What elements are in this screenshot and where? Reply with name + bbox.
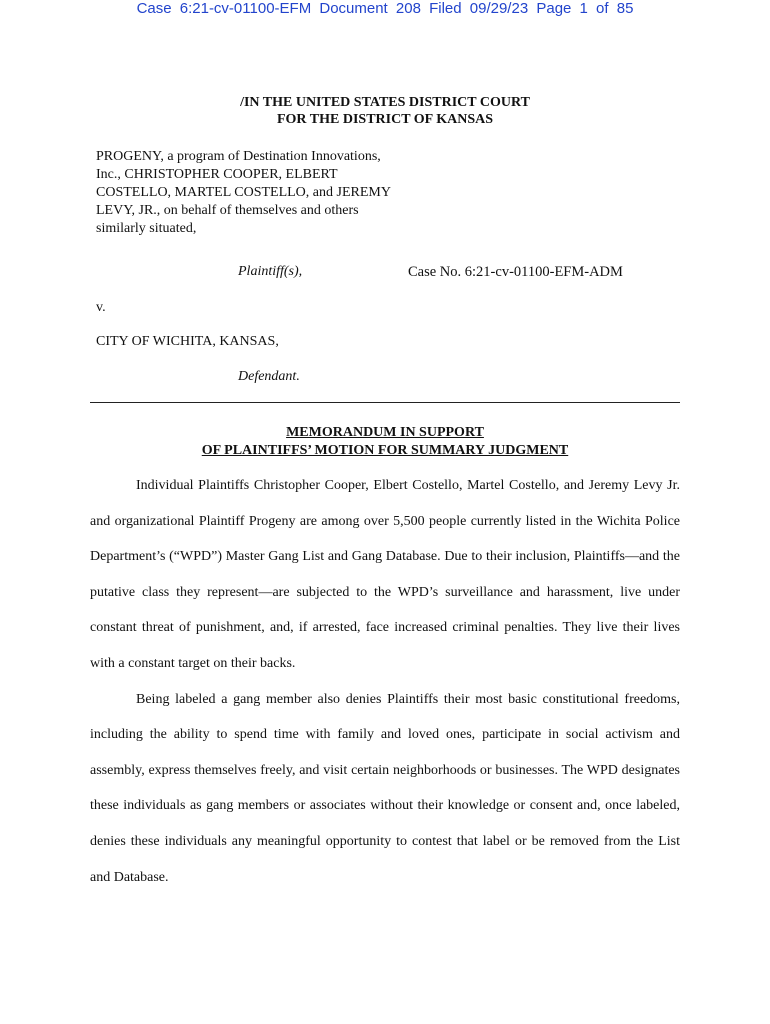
- court-title: [0, 94, 770, 128]
- case-number: Case No. 6:21-cv-01100-EFM-ADM: [408, 264, 623, 280]
- court-title-line-2: FOR THE DISTRICT OF KANSAS: [276, 112, 493, 127]
- body-paragraph-1: Individual Plaintiffs Christopher Cooper, Elbert Costello, Martel Costello, and Jeremy Levy Jr. and organizational Plaintiff Progeny are among over 5,500 people currently listed in the Wichita Police Department’s (“WPD”) Master Gang List and Gang Database. Due to their inclusion, Plaintiffs—and the putative class they represent—are subjected to the WPD’s surveillance and harassment, live under constant threat of punishment, and, if arrested, face increased criminal penalties. They live their lives with a constant target on their backs.: [90, 478, 680, 671]
- ecf-page-count: Page 1 of 85: [536, 0, 634, 17]
- memo-title-line-2: OF PLAINTIFFS’ MOTION FOR SUMMARY JUDGMENT: [201, 443, 569, 458]
- memo-title-line-1: MEMORANDUM IN SUPPORT: [286, 425, 484, 440]
- ecf-case-number: Case 6:21-cv-01100-EFM: [136, 0, 312, 17]
- plaintiffs-caption: PROGENY, a program of Destination Innovations, Inc., CHRISTOPHER COOPER, ELBERT COSTELLO, MARTEL COSTELLO, and JEREMY LEVY, JR., on behalf of themselves and others similarly situated,: [96, 149, 391, 236]
- versus: v.: [96, 300, 106, 315]
- plaintiffs-role: Plaintiff(s),: [238, 264, 303, 279]
- memo-title: [0, 424, 770, 460]
- body-paragraph-2: Being labeled a gang member also denies Plaintiffs their most basic constitutional freedoms, including the ability to spend time with family and loved ones, participate in social activism and assembly, express themselves freely, and visit certain neighborhoods or businesses. The WPD designates these individuals as gang members or associates without their knowledge or consent and, once labeled, denies these individuals any meaningful opportunity to contest that label or be removed from the List and Database.: [90, 691, 680, 885]
- ecf-document-number: Document 208: [319, 0, 421, 17]
- ecf-header-stamp: [0, 0, 770, 18]
- court-title-line-1: /IN THE UNITED STATES DISTRICT COURT: [240, 95, 530, 110]
- caption-divider: [90, 402, 680, 403]
- defendant-caption: CITY OF WICHITA, KANSAS,: [96, 334, 279, 349]
- memo-body: [90, 468, 680, 895]
- defendant-role: Defendant.: [238, 369, 300, 384]
- ecf-filed-date: Filed 09/29/23: [429, 0, 529, 17]
